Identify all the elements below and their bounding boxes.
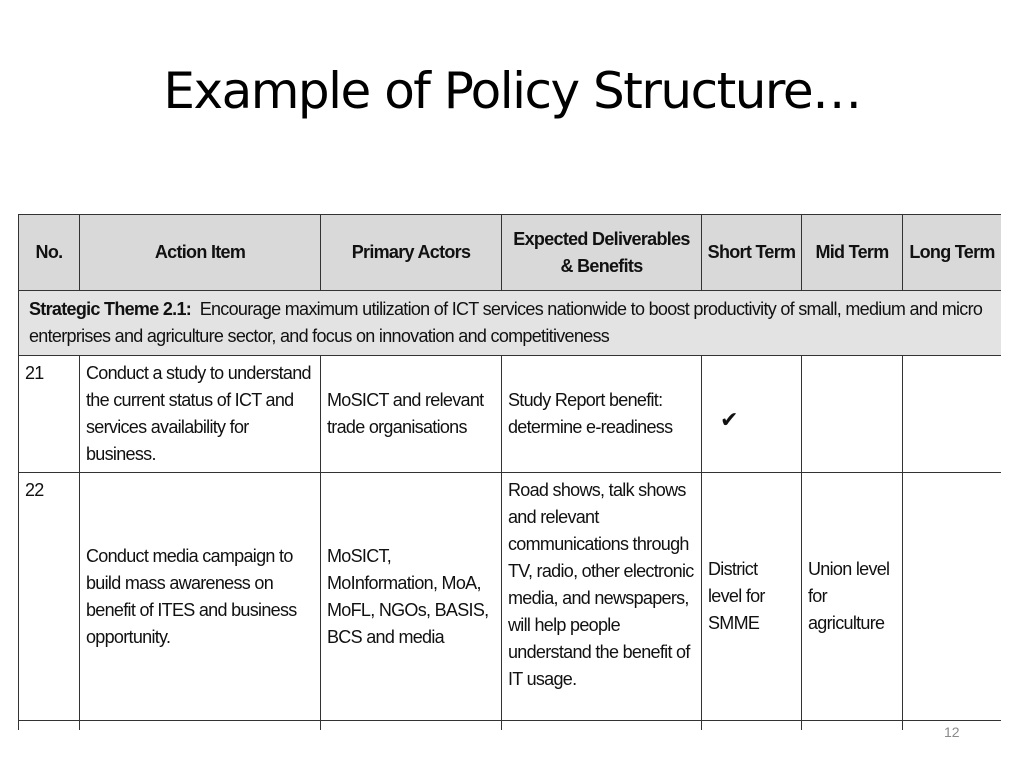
- cell-deliverables: Road shows, talk shows and relevant communications through TV, radio, other electronic media, and newspapers, will help people understand the benefit of IT usage.: [502, 473, 702, 721]
- header-no: No.: [19, 215, 80, 291]
- checkmark-icon: ✔: [720, 406, 738, 432]
- cell-empty: [502, 721, 702, 731]
- cell-short-term: District level for SMME: [702, 473, 802, 721]
- cell-short-term: [702, 356, 802, 473]
- cell-mid-term: [802, 356, 903, 473]
- cell-no: 22: [19, 473, 80, 721]
- cell-action: Conduct a study to understand the current status of ICT and services availability for business.: [80, 356, 321, 473]
- table-row: [19, 473, 1002, 721]
- cell-mid-term: Union level for agriculture: [802, 473, 903, 721]
- page-number: 12: [944, 724, 960, 740]
- slide-title: Example of Policy Structure…: [163, 62, 861, 120]
- header-row: [19, 215, 1002, 291]
- cell-empty: [702, 721, 802, 731]
- cell-empty: [19, 721, 80, 731]
- header-primary-actors: Primary Actors: [321, 215, 502, 291]
- policy-table: [18, 214, 1001, 730]
- theme-text: Encourage maximum utilization of ICT services nationwide to boost productivity of small, medium and micro enterprises and agriculture sector, and focus on innovation and competitiveness: [29, 299, 983, 346]
- cell-empty: [802, 721, 903, 731]
- table-row-cut-off: [19, 721, 1002, 731]
- cell-actors: MoSICT, MoInformation, MoA, MoFL, NGOs, BASIS, BCS and media: [321, 473, 502, 721]
- header-mid-term: Mid Term: [802, 215, 903, 291]
- cell-deliverables: Study Report benefit: determine e-readiness: [502, 356, 702, 473]
- policy-table-container: [18, 214, 1001, 730]
- cell-action: Conduct media campaign to build mass awareness on benefit of ITES and business opportunity.: [80, 473, 321, 721]
- cell-empty: [321, 721, 502, 731]
- cell-long-term: [903, 356, 1002, 473]
- theme-label: Strategic Theme 2.1:: [29, 299, 192, 319]
- table-row: [19, 356, 1002, 473]
- header-action-item: Action Item: [80, 215, 321, 291]
- cell-long-term: [903, 473, 1002, 721]
- strategic-theme-cell: [19, 291, 1002, 356]
- strategic-theme-row: [19, 291, 1002, 356]
- cell-no: 21: [19, 356, 80, 473]
- header-deliverables: Expected Deliverables & Benefits: [502, 215, 702, 291]
- cell-empty: [80, 721, 321, 731]
- header-long-term: Long Term: [903, 215, 1002, 291]
- cell-actors: MoSICT and relevant trade organisations: [321, 356, 502, 473]
- header-short-term: Short Term: [702, 215, 802, 291]
